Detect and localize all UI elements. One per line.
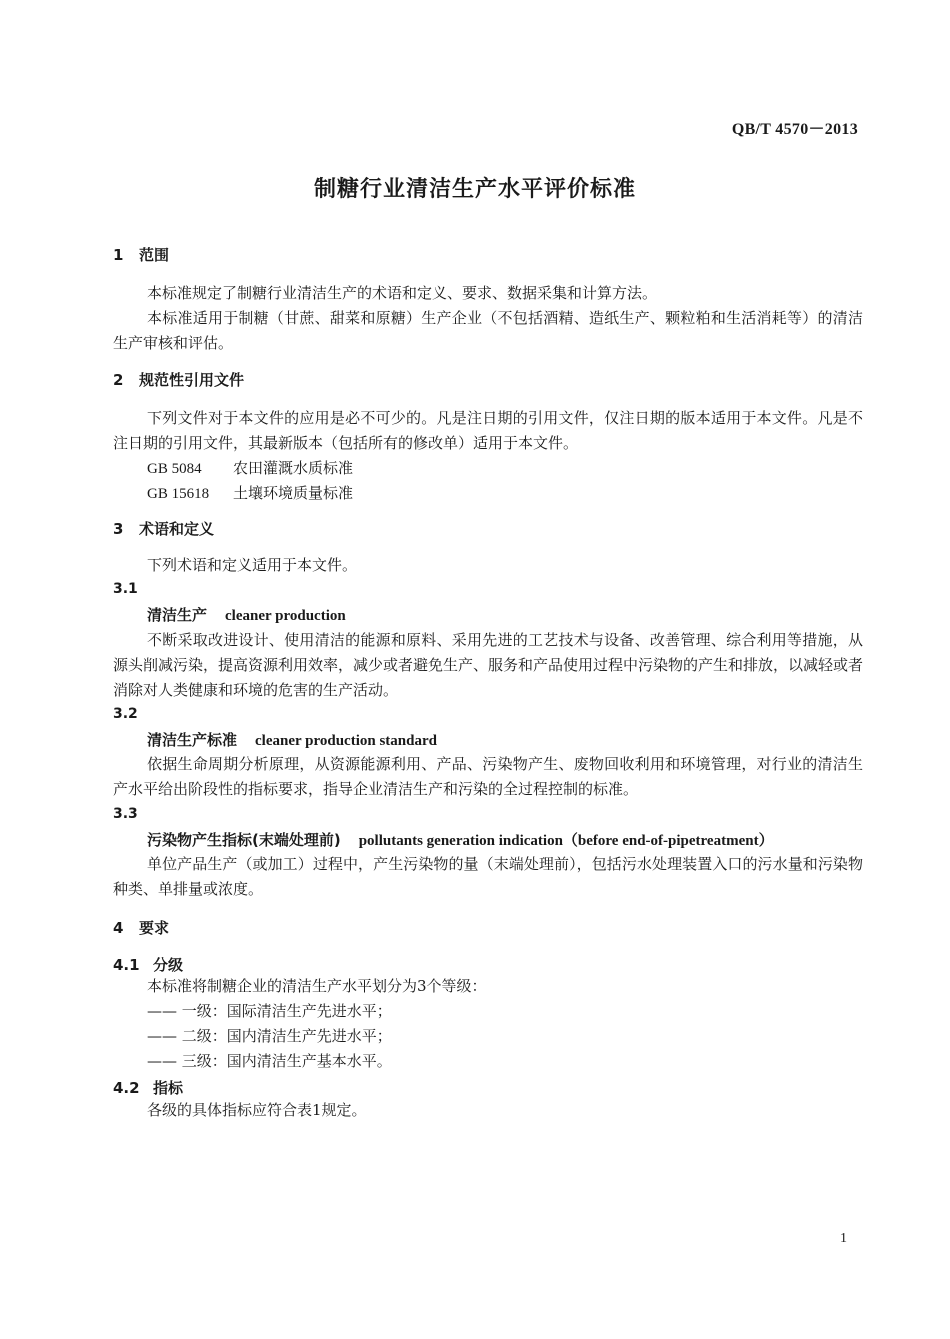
scope-paragraph-1: 本标准规定了制糖行业清洁生产的术语和定义、要求、数据采集和计算方法。 — [147, 284, 658, 302]
term-definition: 依据生命周期分析原理，从资源能源利用、产品、污染物产生、废物回收利用和环境管理，对行业的清洁生产水平给出阶段性的指标要求，指导企业清洁生产和污染的全过程控制的标准。 — [113, 755, 863, 798]
section-number: 4.2 — [113, 1079, 140, 1097]
section-title: 分级 — [153, 956, 184, 974]
section-title: 要求 — [139, 919, 170, 937]
term-chinese: 清洁生产 — [147, 606, 208, 624]
section-1-heading — [113, 244, 169, 265]
section-3-heading — [113, 518, 214, 539]
section-title: 范围 — [139, 246, 170, 264]
term-english: pollutants generation indication（before end-of-pipetreatment） — [358, 833, 774, 849]
terms-intro-paragraph: 下列术语和定义适用于本文件。 — [147, 556, 358, 574]
section-number: 2 — [113, 371, 124, 389]
document-title: 制糖行业清洁生产水平评价标准 — [313, 177, 636, 202]
term-definition: 不断采取改进设计、使用清洁的能源和原料、采用先进的工艺技术与设备、改善管理、综合利用等措施，从源头削减污染，提高资源利用效率，减少或者避免生产、服务和产品使用过程中污染物的产生和排放，以减轻或者消除对人类健康和环境的危害的生产活动。 — [113, 631, 864, 699]
section-number: 4 — [113, 919, 124, 937]
term-number: 3.1 — [113, 581, 138, 597]
term-heading — [147, 604, 346, 625]
term-chinese: 污染物产生指标(末端处理前) — [147, 831, 341, 849]
section-number: 4.1 — [113, 956, 140, 974]
indicators-paragraph: 各级的具体指标应符合表1规定。 — [147, 1101, 367, 1119]
section-title: 指标 — [153, 1079, 184, 1097]
term-english: cleaner production — [225, 608, 346, 624]
reference-code: GB 15618 — [147, 486, 210, 502]
term-heading — [147, 829, 774, 850]
grade-item: —— 一级：国际清洁生产先进水平； — [147, 1002, 392, 1020]
page-number: 1 — [840, 1231, 847, 1246]
grade-item: —— 三级：国内清洁生产基本水平。 — [147, 1052, 392, 1070]
section-title: 术语和定义 — [139, 520, 215, 538]
term-english: cleaner production standard — [255, 733, 437, 749]
reference-item — [147, 456, 353, 482]
section-4-heading — [113, 917, 169, 938]
term-definition: 单位产品生产（或加工）过程中，产生污染物的量（末端处理前），包括污水处理装置入口的污水量和污染物种类、单排量或浓度。 — [113, 855, 863, 898]
subsection-4-2-heading — [113, 1077, 183, 1098]
section-number: 1 — [113, 246, 124, 264]
term-heading — [147, 729, 437, 750]
section-title: 规范性引用文件 — [139, 371, 245, 389]
term-number: 3.2 — [113, 706, 138, 722]
reference-name: 土壤环境质量标准 — [233, 484, 354, 502]
subsection-4-1-heading — [113, 954, 183, 975]
reference-name: 农田灌溉水质标准 — [233, 459, 354, 477]
normative-references-paragraph: 下列文件对于本文件的应用是必不可少的。凡是注日期的引用文件，仅注日期的版本适用于本文件。凡是不注日期的引用文件，其最新版本（包括所有的修改单）适用于本文件。 — [113, 409, 863, 452]
scope-paragraph-2: 本标准适用于制糖（甘蔗、甜菜和原糖）生产企业（不包括酒精、造纸生产、颗粒粕和生活消耗等）的清洁生产审核和评估。 — [113, 309, 863, 352]
section-number: 3 — [113, 520, 124, 538]
section-2-heading — [113, 369, 244, 390]
grading-intro: 本标准将制糖企业的清洁生产水平划分为3个等级： — [147, 977, 487, 995]
term-number: 3.3 — [113, 806, 138, 822]
reference-item — [147, 481, 353, 507]
grade-item: —— 二级：国内清洁生产先进水平； — [147, 1027, 392, 1045]
reference-code: GB 5084 — [147, 461, 202, 477]
term-chinese: 清洁生产标准 — [147, 731, 238, 749]
standard-code: QB/T 4570－2013 — [731, 121, 858, 138]
